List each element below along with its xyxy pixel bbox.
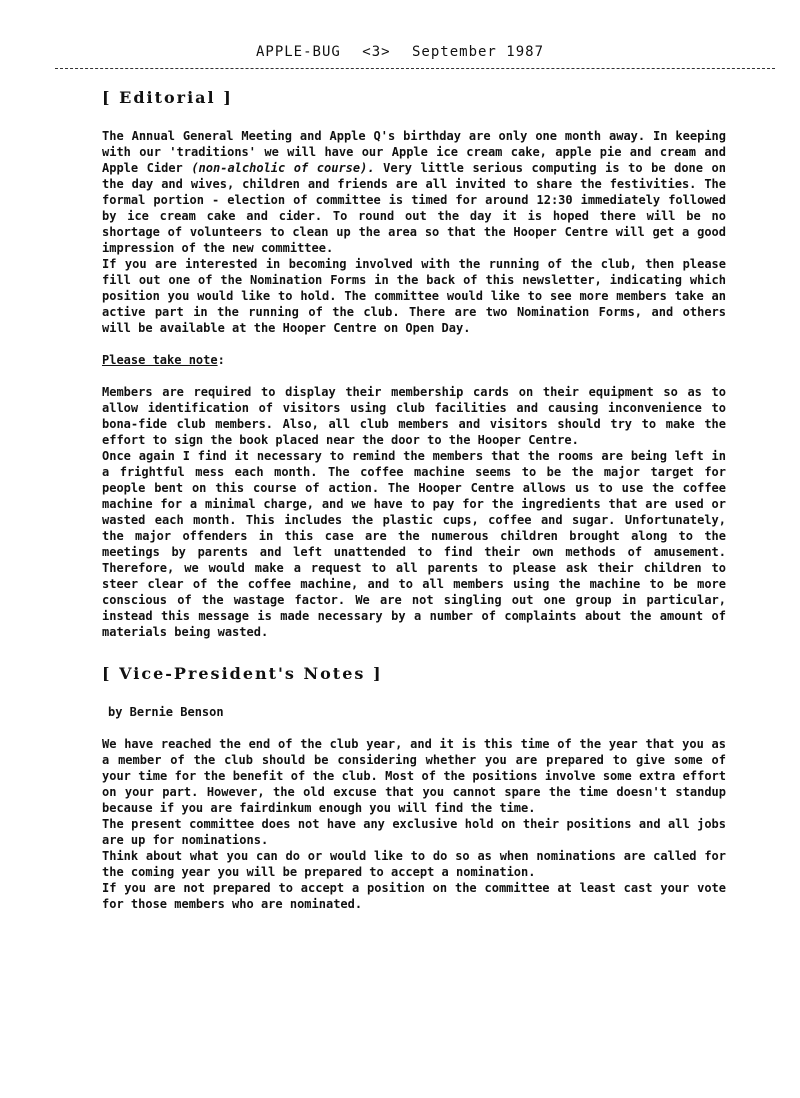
editorial-p1-text: The Annual General Meeting and Apple Q's birthday are only one month away. In keeping with our 'traditions' we will have our Apple ice cream cake, apple pie and cream and Apple Cider [102, 129, 726, 175]
vp-paragraph-1: We have reached the end of the club year, and it is this time of the year that you as a member of the club should be considering whether you are prepared to give some of your time for the benefit of the club. Most of the positions involve some extra effort on your part. However, the old excuse that you cannot spare the time doesn't standup because if you are fairdinkum enough you will find the time. [102, 737, 726, 815]
header-divider [55, 68, 775, 69]
vp-paragraph-4: If you are not prepared to accept a position on the committee at least cast your vote for those members who are nominated. [102, 881, 726, 911]
editorial-paragraph-4: Once again I find it necessary to remind the members that the rooms are being left in a frightful mess each month. The coffee machine seems to be the major target for people bent on this course of action. The Hooper Centre allows us to use the coffee machine for a minimal charge, and we have to pay for the ingredients that are used or wasted each month. This includes the plastic cups, coffee and sugar. Unfortunately, the major offenders in this case are the numerous children brought along to the meetings by parents and left unattended to find their own methods of amusement. Therefore, we would make a request to all parents to please ask their children to steer clear of the coffee machine, and to all members using the machine to be more conscious of the wastage factor. We are not singling out one group in particular, instead this message is made necessary by a number of complaints about the amount of materials being wasted. [102, 449, 726, 639]
editorial-p1-text-end: Very little serious computing is to be done on the day and wives, children and friends are all invited to share the festivities. The formal portion - election of committee is timed for around 12:30 immediately followed by ice cream cake and cider. To round out the day it is hoped there will be no shortage of volunteers to clean up the area so that the Hooper Centre will get a good impression of the new committee. [102, 161, 726, 255]
vp-paragraph-2: The present committee does not have any exclusive hold on their positions and all jobs are up for nominations. [102, 817, 726, 847]
newsletter-body [102, 86, 726, 912]
spacer [102, 336, 726, 352]
note-heading-colon: : [217, 353, 225, 367]
issue-date: September 1987 [412, 44, 545, 60]
editorial-p1-italic: (non-alcholic of course). [191, 161, 375, 175]
page-header [0, 44, 800, 60]
publication-name: APPLE-BUG [255, 44, 341, 60]
vp-byline: by Bernie Benson [108, 705, 224, 719]
spacer [102, 368, 726, 384]
editorial-paragraph-3: Members are required to display their membership cards on their equipment so as to allow identification of visitors using club facilities and causing inconvenience to bona-fide club members. Also, all club members and visitors should try to make the effort to sign the book placed near the door to the Hooper Centre. [102, 385, 726, 447]
editorial-paragraph-2: If you are interested in becoming involved with the running of the club, then please fill out one of the Nomination Forms in the back of this newsletter, indicating which position you would like to hold. The committee would like to see more members take an active part in the running of the club. There are two Nomination Forms, and others will be available at the Hooper Centre on Open Day. [102, 257, 726, 335]
vp-paragraph-3: Think about what you can do or would like to do so as when nominations are called for the coming year you will be prepared to accept a nomination. [102, 849, 726, 879]
issue-number: <3> [362, 44, 391, 60]
please-take-note-heading: Please take note [102, 353, 218, 367]
editorial-title: [ Editorial ] [102, 88, 233, 107]
note-heading-line [102, 352, 726, 368]
editorial-paragraph-1 [102, 128, 726, 256]
vice-president-notes-title: [ Vice-President's Notes ] [102, 664, 383, 683]
